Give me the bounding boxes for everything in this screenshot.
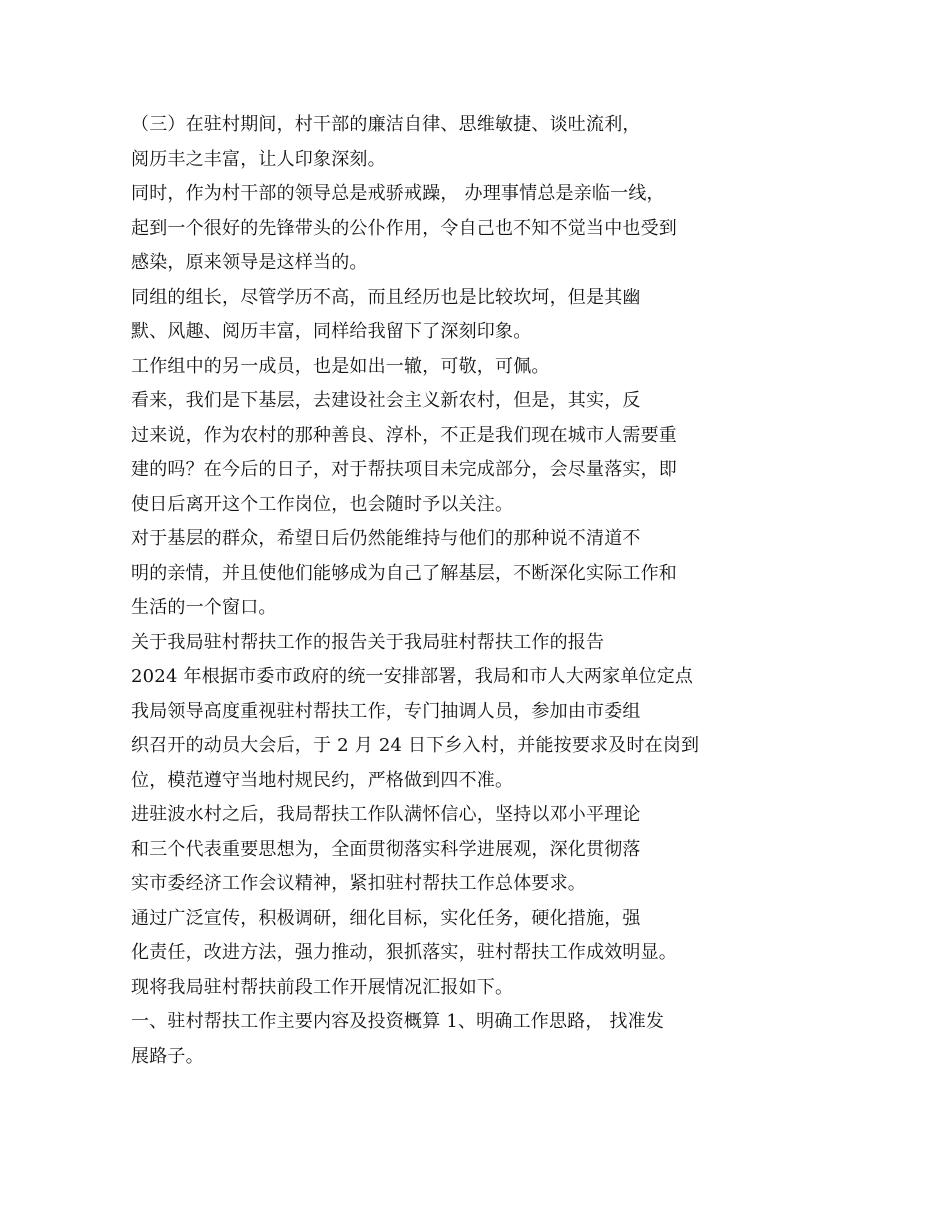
text-line: 位，模范遵守当地村规民约，严格做到四不准。 [131,769,514,791]
text-line: （三）在驻村期间，村干部的廉洁自律、思维敏捷、谈吐流利， [131,114,641,135]
text-line: 进驻波水村之后，我局帮扶工作队满怀信心，坚持以邓小平理论 [131,804,641,825]
text-line: 起到一个很好的先锋带头的公仆作用，令自己也不知不觉当中也受到 [131,217,677,239]
text-line: 通过广泛宣传，积极调研，细化目标，实化任务，硬化措施，强 [131,907,641,929]
text-line: 展路子。 [131,1045,204,1067]
text-line: 默、风趣、阅历丰富，同样给我留下了深刻印象。 [131,321,532,342]
text-line: 工作组中的另一成员，也是如出一辙，可敬，可佩。 [131,355,550,377]
text-line: 和三个代表重要思想为，全面贯彻落实科学进展观，深化贯彻落 [131,838,641,860]
text-line: 过来说，作为农村的那种善良、淳朴，不正是我们现在城市人需要重 [131,424,677,446]
text-line: 现将我局驻村帮扶前段工作开展情况汇报如下。 [131,976,514,998]
text-line: 2024 年根据市委市政府的统一安排部署，我局和市人大两家单位定点 [131,666,694,687]
section-heading-line: 一、驻村帮扶工作主要内容及投资概算 1、明确工作思路， 找准发 [131,1011,665,1032]
document-body [131,111,731,1077]
text-line: 对于基层的群众，希望日后仍然能维持与他们的那种说不清道不 [131,528,641,549]
text-line: 阅历丰之丰富，让人印象深刻。 [131,148,386,170]
text-line: 织召开的动员大会后，于 2 月 24 日下乡入村，并能按要求及时在岗到 [131,735,700,756]
text-line: 使日后离开这个工作岗位，也会随时予以关注。 [131,493,514,515]
text-line: 感染，原来领导是这样当的。 [131,252,368,273]
text-line: 同时，作为村干部的领导总是戒骄戒躁， 办理事情总是亲临一线， [131,183,665,204]
text-line: 我局领导高度重视驻村帮扶工作，专门抽调人员，参加由市委组 [131,700,641,722]
text-line: 实市委经济工作会议精神，紧扣驻村帮扶工作总体要求。 [131,873,586,894]
report-title-line: 关于我局驻村帮扶工作的报告关于我局驻村帮扶工作的报告 [131,631,605,653]
text-line: 明的亲情，并且使他们能够成为自己了解基层，不断深化实际工作和 [131,562,677,584]
text-line: 建的吗？在今后的日子，对于帮扶项目未完成部分，会尽量落实，即 [131,459,677,480]
text-line: 化责任，改进方法，强力推动，狠抓落实，驻村帮扶工作成效明显。 [131,942,677,963]
text-line: 同组的组长，尽管学历不高，而且经历也是比较坎坷，但是其幽 [131,286,641,308]
text-line: 生活的一个窗口。 [131,597,277,618]
text-line: 看来，我们是下基层，去建设社会主义新农村，但是，其实，反 [131,390,641,411]
